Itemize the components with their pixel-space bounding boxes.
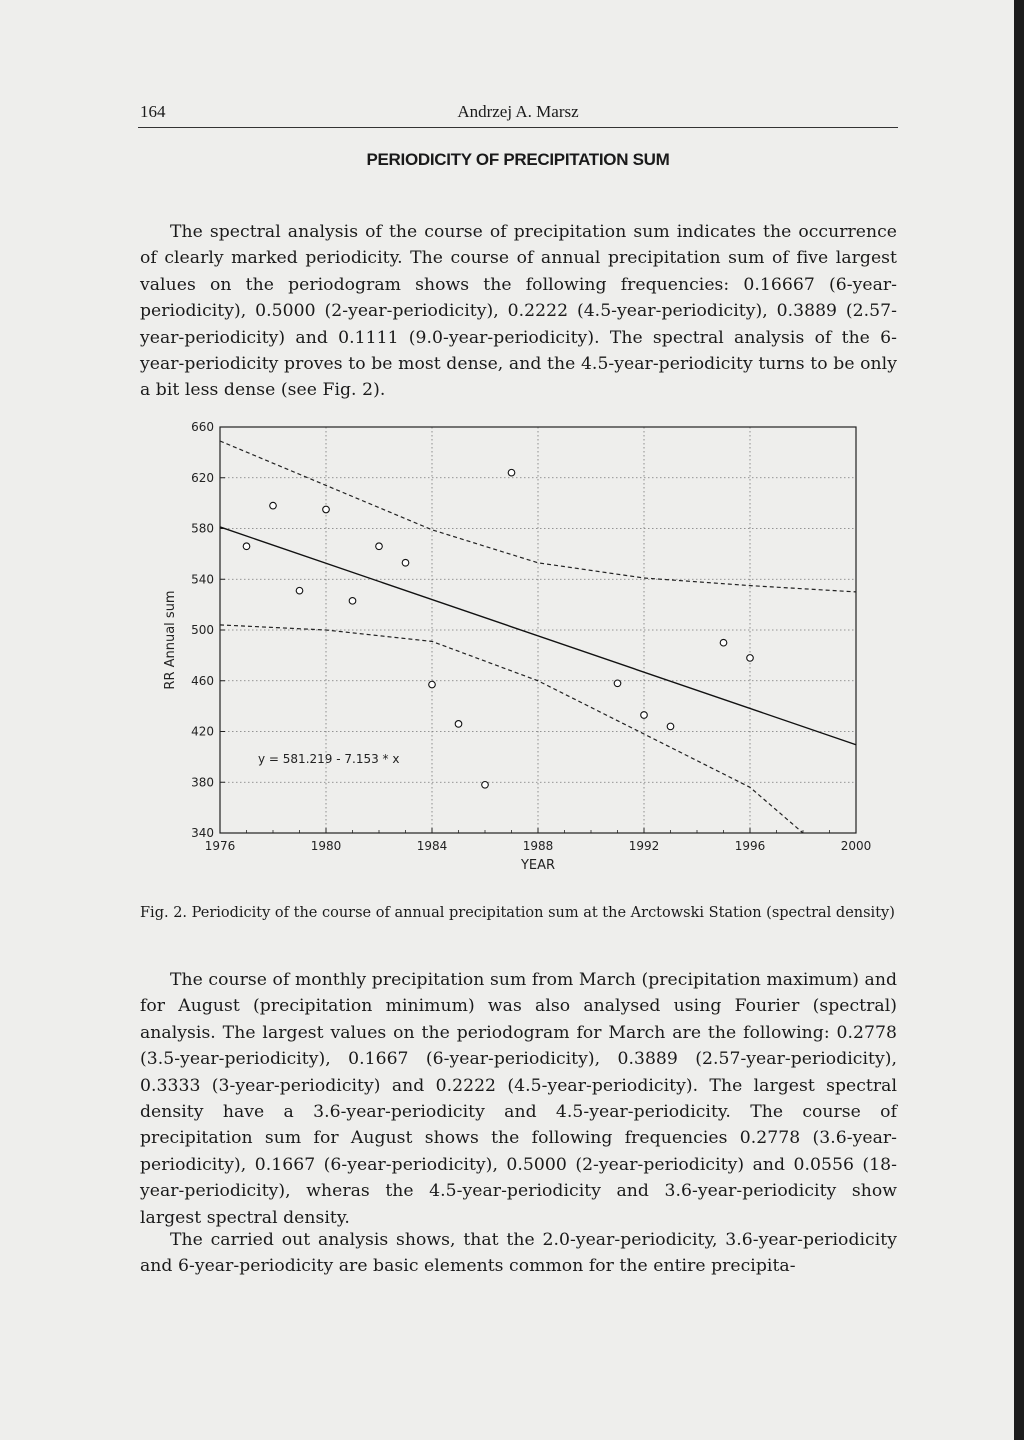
data-point — [667, 723, 674, 730]
y-tick-label: 460 — [191, 673, 214, 688]
header-rule — [138, 127, 898, 128]
data-point — [323, 506, 330, 513]
running-header — [138, 102, 898, 126]
x-tick-label: 1976 — [204, 839, 236, 853]
data-point — [508, 469, 515, 476]
data-point — [270, 502, 277, 509]
data-point — [243, 543, 250, 550]
data-point — [614, 680, 621, 687]
y-tick-label: 380 — [191, 775, 214, 790]
x-tick-label: 1980 — [310, 839, 342, 853]
paragraph-3: The carried out analysis shows, that the 2.0-year-periodicity, 3.6-year-periodicity and 6-year-periodicity are basic elements common for the entire precipita- — [140, 1230, 897, 1277]
y-tick-label: 540 — [191, 572, 214, 587]
y-tick-label: 340 — [191, 826, 214, 840]
confidence-band-lower — [220, 625, 803, 833]
y-tick-label: 620 — [191, 470, 214, 485]
data-point — [349, 598, 356, 605]
data-point — [429, 681, 436, 688]
running-author: Andrzej A. Marsz — [457, 102, 579, 121]
x-tick-label: 1996 — [734, 839, 766, 853]
y-axis-label: RR Annual sum — [163, 590, 178, 690]
x-tick-label: 2000 — [840, 839, 872, 853]
figure-caption: Fig. 2. Periodicity of the course of annual precipitation sum at the Arctowski Station (spectral density) — [140, 905, 895, 921]
y-tick-label: 660 — [191, 420, 214, 434]
y-tick-label: 500 — [191, 623, 214, 637]
y-tick-label: 420 — [191, 724, 214, 739]
scan-edge — [1014, 0, 1024, 1440]
figure-2-chart — [140, 405, 900, 895]
x-tick-label: 1992 — [628, 839, 660, 853]
data-point — [402, 559, 409, 566]
y-tick-label: 580 — [191, 521, 214, 536]
data-point — [455, 721, 462, 728]
page-number: 164 — [140, 102, 166, 121]
data-point — [296, 587, 303, 594]
data-point — [747, 655, 754, 662]
chart-svg — [140, 405, 900, 895]
x-tick-label: 1984 — [416, 839, 448, 853]
data-point — [641, 712, 648, 719]
regression-equation-label: y = 581.219 - 7.153 * x — [258, 752, 400, 767]
x-axis-label: YEAR — [520, 858, 556, 873]
data-point — [376, 543, 383, 550]
x-tick-label: 1988 — [522, 839, 554, 853]
data-point — [482, 781, 489, 788]
paragraph-2: The course of monthly precipitation sum from March (precipitation maximum) and for August (precipitation minimum) was also analysed using Fourier (spectral) analysis. The largest values on the periodogram for March are the following: 0.2778 (3.5-year-periodicity), 0.1667 (6-year-periodicity), 0.3889 (2.57-year-periodicity), 0.3333 (3-year-periodicity) and 0.2222 (4.5-year-periodicity). The largest spectral density have a 3.6-year-periodicity and 4.5-year-periodicity. The course of precipitation sum for August shows the following frequencies 0.2778 (3.6-year-periodicity), 0.1667 (6-year-periodicity), 0.5000 (2-year-periodicity) and 0.0556 (18-year-periodicity), wheras the 4.5-year-periodicity and 3.6-year-periodicity show largest spectral density. — [140, 970, 897, 1228]
paragraph-1: The spectral analysis of the course of precipitation sum indicates the occurrence of clearly marked periodicity. The course of annual precipitation sum of five largest values on the periodogram shows the following frequencies: 0.16667 (6-year-periodicity), 0.5000 (2-year-periodicity), 0.2222 (4.5-year-periodicity), 0.3889 (2.57-year-periodicity) and 0.1111 (9.0-year-periodicity). The spectral analysis of the 6-year-periodicity proves to be most dense, and the 4.5-year-periodicity turns to be only a bit less dense (see Fig. 2). — [140, 222, 897, 401]
data-point — [720, 639, 727, 646]
section-title: PERIODICITY OF PRECIPITATION SUM — [366, 150, 670, 169]
